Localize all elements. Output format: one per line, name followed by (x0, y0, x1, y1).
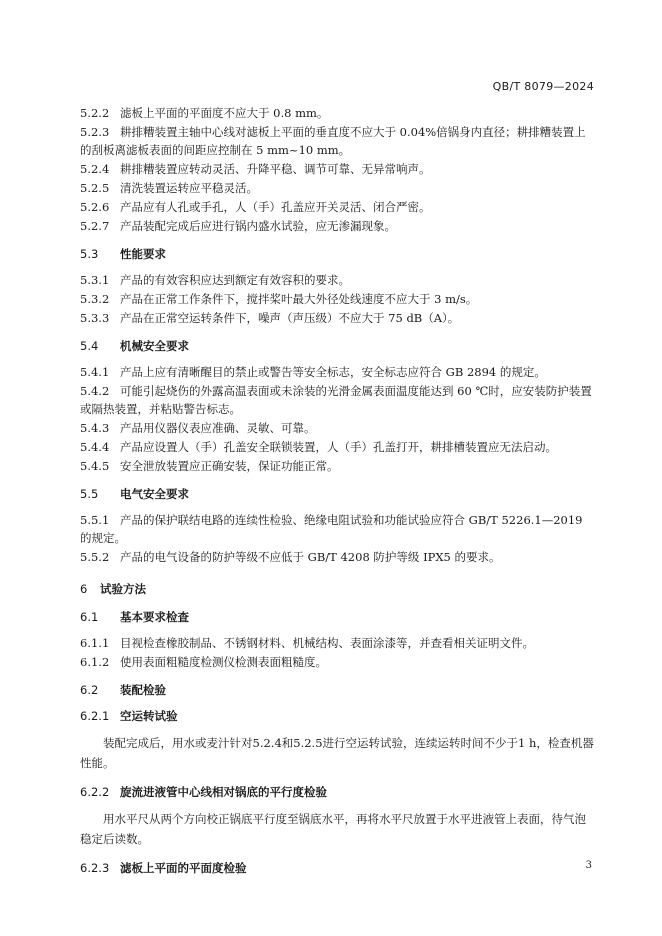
section-5-3-heading: 5.3 性能要求 (80, 247, 166, 261)
section-6-2-heading: 6.2 装配检验 (80, 683, 166, 697)
clause-5-3-3: 5.3.3 产品在正常空运转条件下，噪声（声压级）不应大于 75 dB（A）。 (80, 311, 460, 325)
clause-6-1-2: 6.1.2 使用表面粗糙度检测仪检测表面粗糙度。 (80, 655, 327, 669)
clause-5-2-4: 5.2.4 耕排糟装置应转动灵活、升降平稳、调节可靠、无异常响声。 (80, 162, 431, 176)
clause-5-3-2: 5.3.2 产品在正常工作条件下，搅拌桨叶最大外径处线速度不应大于 3 m/s。 (80, 292, 478, 306)
section-6-2-2-heading: 6.2.2 旋流进液管中心线相对锅底的平行度检验 (80, 785, 327, 799)
clause-5-2-2: 5.2.2 滤板上平面的平面度不应大于 0.8 mm。 (80, 106, 329, 120)
section-6-2-1-heading: 6.2.1 空运转试验 (80, 709, 178, 723)
clause-5-4-5: 5.4.5 安全泄放装置应正确安装，保证功能正常。 (80, 459, 339, 473)
clause-5-2-6: 5.2.6 产品应有人孔或手孔，人（手）孔盖应开关灵活、闭合严密。 (80, 200, 431, 214)
paragraph-6-2-2: 用水平尺从两个方向校正锅底平行度至锅底水平，再将水平尺放置于水平进液管上表面，待气泡稳定后读数。 (80, 812, 586, 846)
clause-5-4-3: 5.4.3 产品用仪器仪表应准确、灵敏、可靠。 (80, 421, 316, 435)
clause-6-1-1: 6.1.1 目视检查橡胶制品、不锈钢材料、机械结构、表面涂漆等，并查看相关证明文件。 (80, 636, 534, 650)
clause-5-4-2: 5.4.2 可能引起烧伤的外露高温表面或未涂装的光滑金属表面温度能达到 60 ℃时，应安装防护装置或隔热装置，并粘贴警告标志。 (80, 384, 592, 416)
section-6-1-heading: 6.1 基本要求检查 (80, 610, 189, 624)
section-6-2-3-heading: 6.2.3 滤板上平面的平面度检验 (80, 861, 247, 875)
section-5-4-heading: 5.4 机械安全要求 (80, 339, 189, 353)
page-number: 3 (585, 860, 592, 871)
clause-5-4-4: 5.4.4 产品应设置人（手）孔盖安全联锁装置，人（手）孔盖打开，耕排槽装置应无法启动。 (80, 440, 557, 454)
paragraph-6-2-1: 装配完成后，用水或麦汁针对5.2.4和5.2.5进行空运转试验，连续运转时间不少于1 h，检查机器性能。 (80, 736, 594, 770)
section-6-heading: 6 试验方法 (80, 582, 146, 596)
clause-5-3-1: 5.3.1 产品的有效容积应达到额定有效容积的要求。 (80, 273, 350, 287)
clause-5-2-7: 5.2.7 产品装配完成后应进行锅内盛水试验，应无渗漏现象。 (80, 219, 396, 233)
clause-5-2-3: 5.2.3 耕排糟装置主轴中心线对滤板上平面的垂直度不应大于 0.04%倍锅身内直径；耕排糟装置上的刮板离滤板表面的间距应控制在 5 mm~10 mm。 (80, 125, 586, 157)
document-body (80, 104, 595, 885)
section-5-5-heading: 5.5 电气安全要求 (80, 487, 189, 501)
clause-5-2-5: 5.2.5 清洗装置运转应平稳灵活。 (80, 181, 258, 195)
standard-code: QB/T 8079—2024 (492, 80, 594, 93)
clause-5-5-1: 5.5.1 产品的保护联结电路的连续性检验、绝缘电阻试验和功能试验应符合 GB/T 5226.1—2019 的规定。 (80, 513, 583, 545)
clause-5-4-1: 5.4.1 产品上应有清晰醒目的禁止或警告等安全标志，安全标志应符合 GB 2894 的规定。 (80, 365, 546, 379)
clause-5-5-2: 5.5.2 产品的电气设备的防护等级不应低于 GB/T 4208 防护等级 IPX5 的要求。 (80, 550, 501, 564)
